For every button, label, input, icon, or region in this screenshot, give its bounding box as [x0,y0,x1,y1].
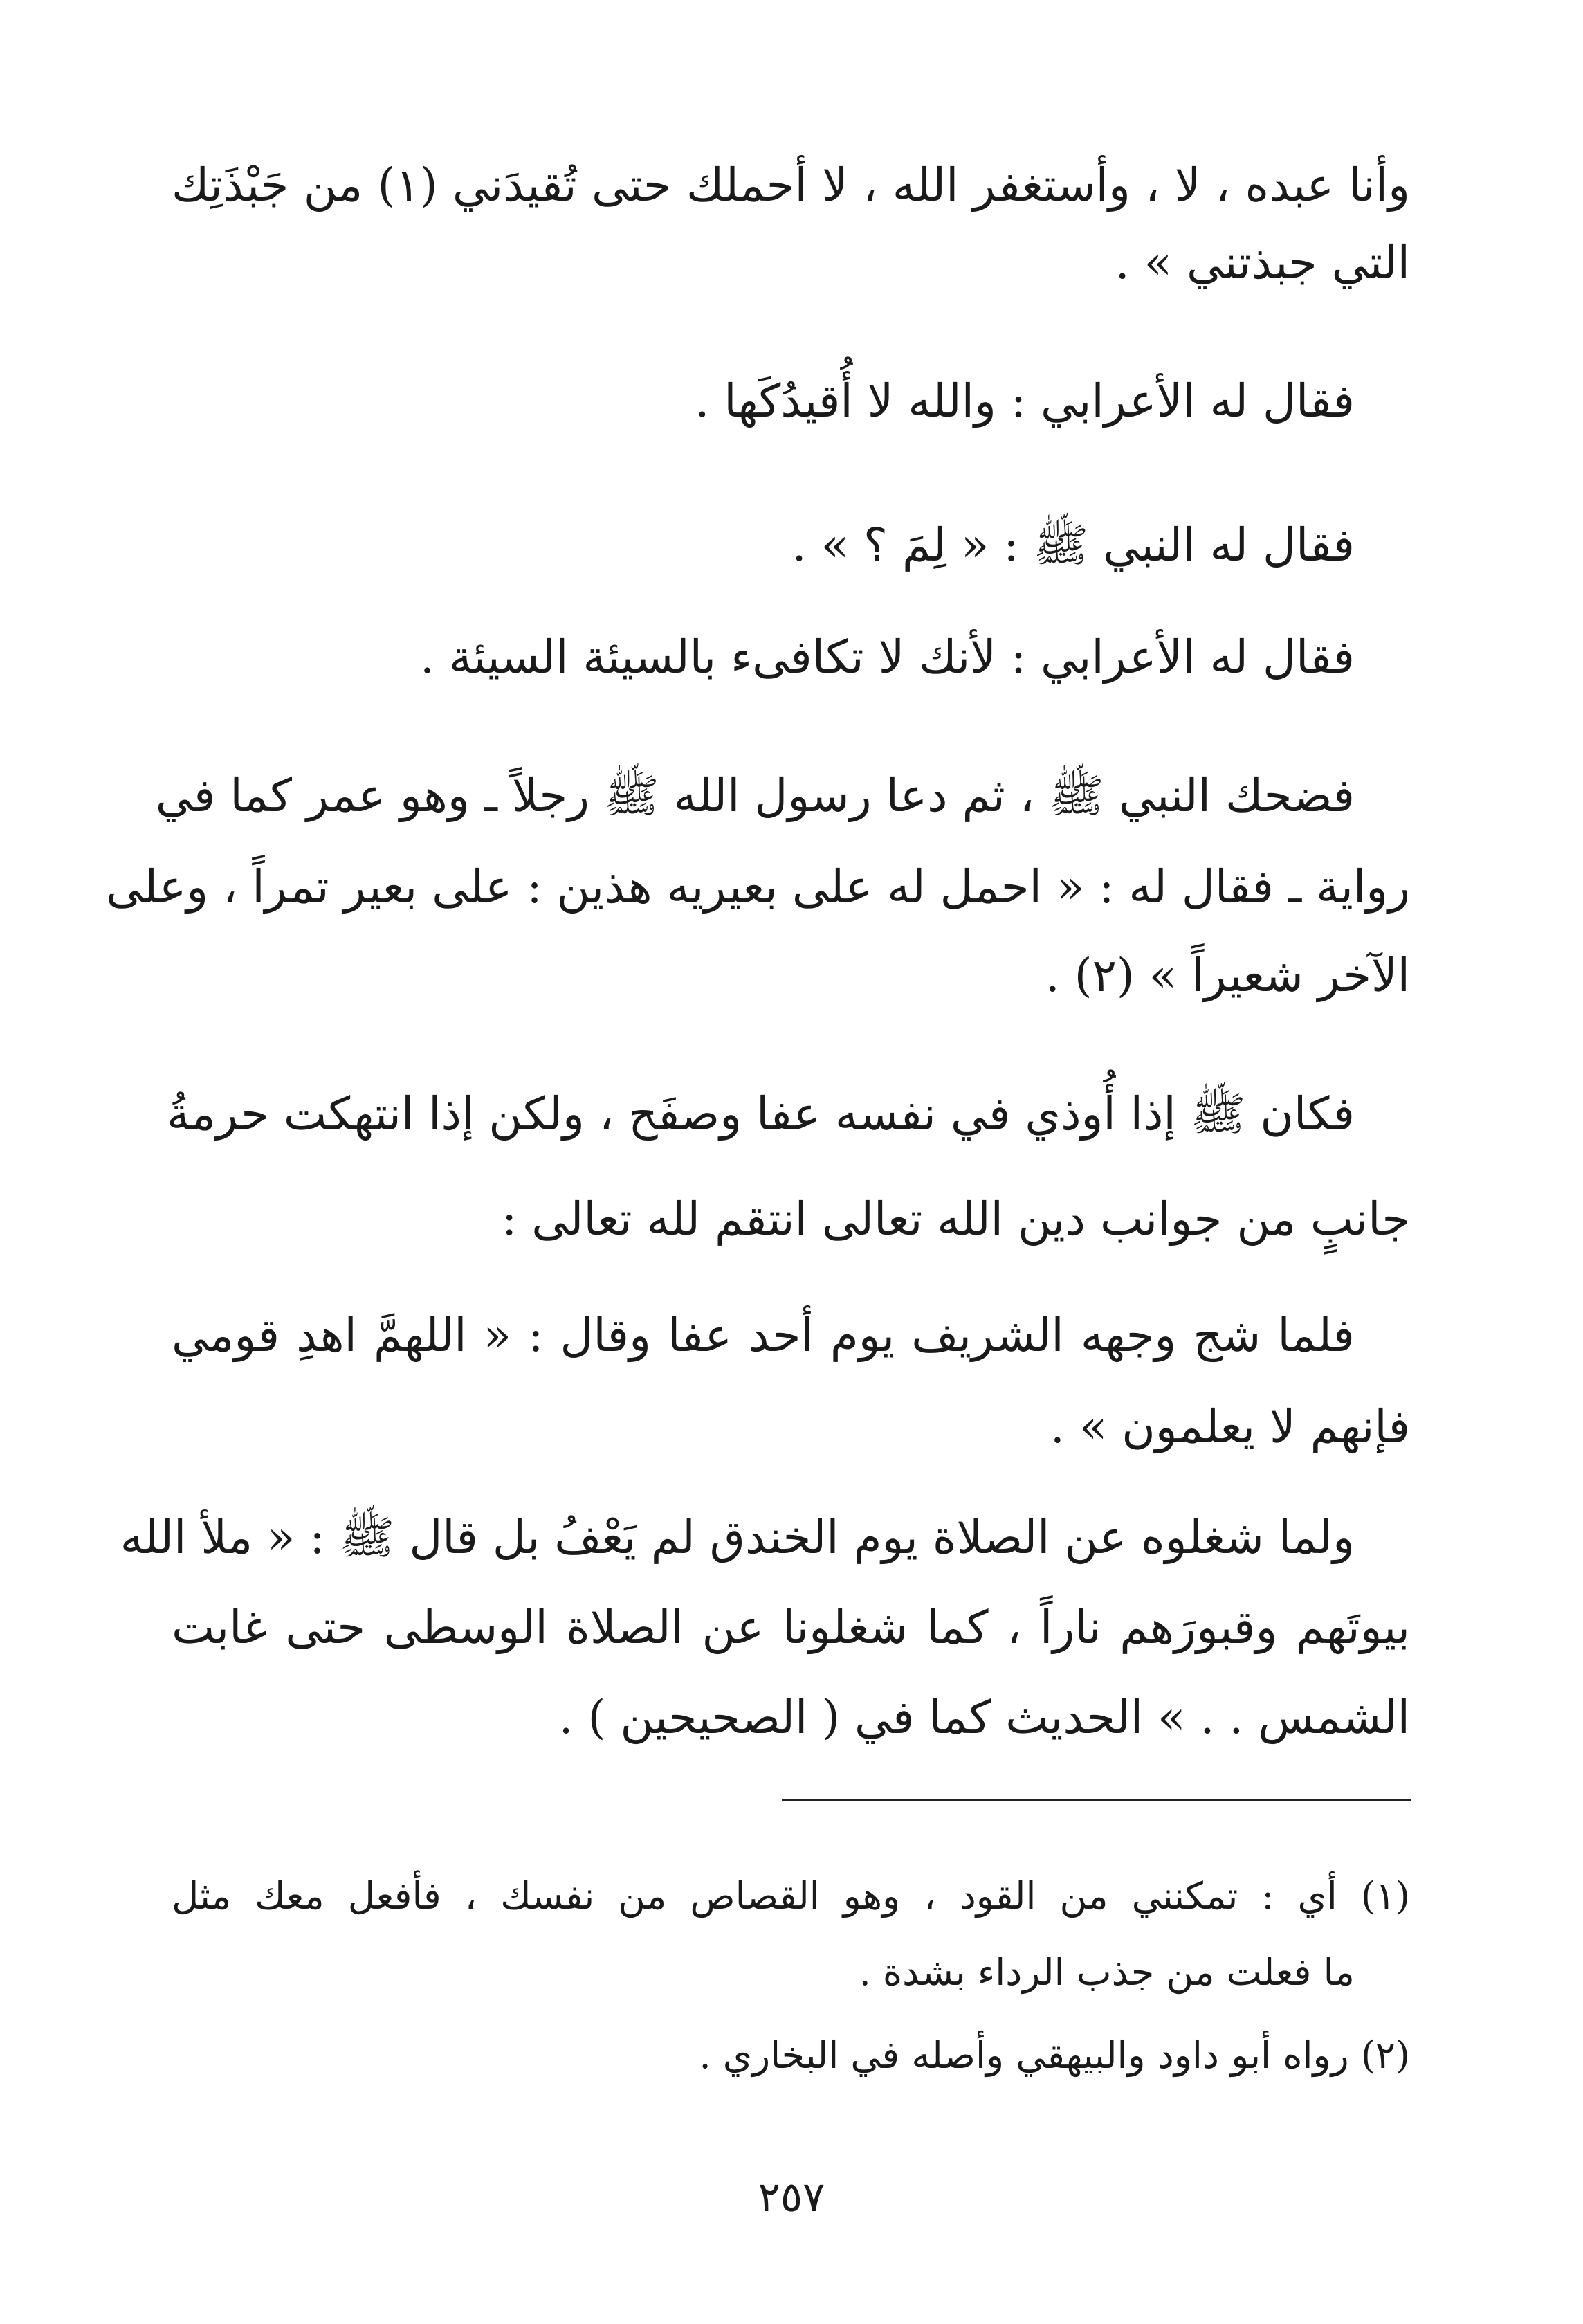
text-line: فلما شج وجهه الشريف يوم أحد عفا وقال : « اللهمَّ اهدِ قومي [172,1309,1355,1362]
text-line: بيوتَهم وقبورَهم ناراً ، كما شغلونا عن الصلاة الوسطى حتى غابت [172,1601,1410,1654]
text-line: فقال له الأعرابي : لأنك لا تكافىء بالسيئة السيئة . [419,630,1355,684]
text-line: فضحك النبي ﷺ ، ثم دعا رسول الله ﷺ رجلاً ـ وهو عمر كما في [155,769,1355,822]
page-number: ٢٥٧ [758,2173,825,2222]
footnote-line: ما فعلت من جذب الرداء بشدة . [859,1950,1355,1994]
text-line: جانبٍ من جوانب دين الله تعالى انتقم لله تعالى : [502,1192,1410,1246]
text-line: فإنهم لا يعلمون » . [1050,1400,1410,1453]
text-line: ولما شغلوه عن الصلاة يوم الخندق لم يَعْفُ بل قال ﷺ : « ملأ الله [120,1511,1355,1564]
footnote-line: (٢) رواه أبو داود والبيهقي وأصله في البخاري . [699,2033,1410,2077]
text-line: فقال له النبي ﷺ : « لِمَ ؟ » . [792,518,1355,572]
footnote-line: (١) أي : تمكنني من القود ، وهو القصاص من نفسك ، فأفعل معك مثل [172,1874,1410,1918]
text-line: الآخر شعيراً » (٢) . [1045,949,1410,1002]
text-line: رواية ـ فقال له : « احمل له على بعيريه هذين : على بعير تمراً ، وعلى [105,860,1410,914]
text-line: فكان ﷺ إذا أُوذي في نفسه عفا وصفَح ، ولكن إذا انتهكت حرمةُ [166,1087,1355,1141]
text-line: التي جبذتني » . [1115,236,1410,289]
text-line: فقال له الأعرابي : والله لا أُقيدُكَها . [695,374,1355,428]
text-line: وأنا عبده ، لا ، وأستغفر الله ، لا أحملك حتى تُقيدَني (١) من جَبْذَتِك [172,158,1410,212]
text-line: الشمس . . » الحديث كما في ( الصحيحين ) . [558,1691,1410,1744]
footnote-divider [782,1799,1411,1801]
